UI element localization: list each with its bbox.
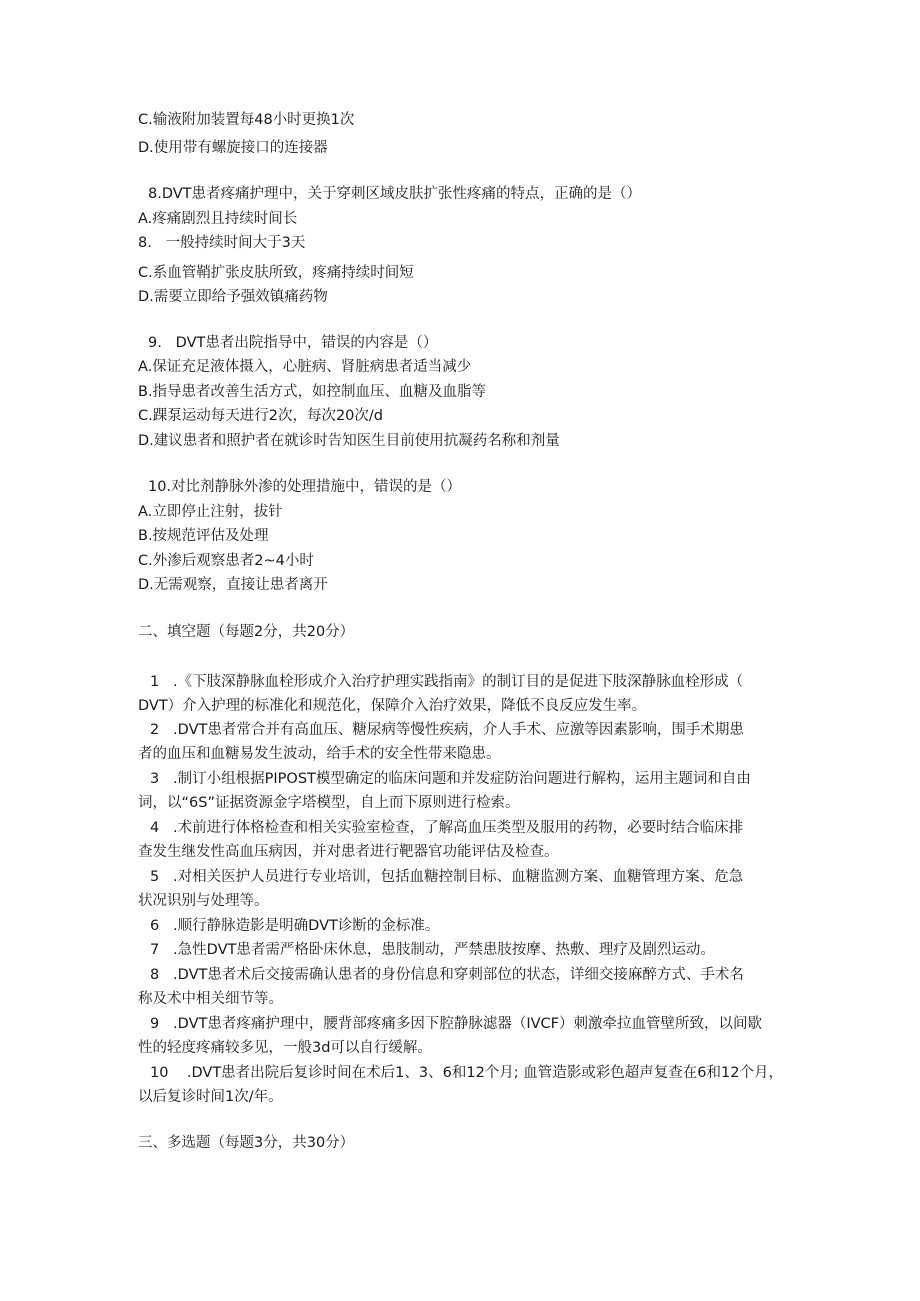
q9-option-b: B.指导患者改善生活方式，如控制血压、血糖及血脂等 [138, 384, 487, 400]
fill-item-9-line2: 性的轻度疼痛较多见，一般3d可以自行缓解。 [138, 1040, 432, 1056]
q7-option-d: D.使用带有螺旋接口的连接器 [138, 140, 328, 156]
fill-item-10-line1: 10 .DVT患者出院后复诊时间在术后1、3、6和12个月; 血管造影或彩色超声复查在6和12个月， [150, 1065, 783, 1081]
q8-option-a: A.疼痛剧烈且持续时间长 [138, 211, 298, 227]
q9-option-d: D.建议患者和照护者在就诊时告知医生目前使用抗凝药名称和剂量 [138, 433, 560, 449]
q8-option-c: C.系血管鞘扩张皮肤所致，疼痛持续时间短 [138, 265, 414, 281]
fill-item-1-line1: 1 .《下肢深静脉血栓形成介入治疗护理实践指南》的制订目的是促进下肢深静脉血栓形成（ [150, 674, 744, 690]
q8-option-d: D.需要立即给予强效镇痛药物 [138, 289, 328, 305]
fill-item-3-line1: 3 .制订小组根据PIPOST模型确定的临床问题和并发症防治问题进行解构，运用主题词和自由 [150, 771, 751, 787]
fill-item-9-line1: 9 .DVT患者疼痛护理中，腰背部疼痛多因下腔静脉滤器（IVCF）刺激牵拉血管壁所致，以间歇 [150, 1016, 763, 1032]
q9-title: 9. DVT患者出院指导中，错误的内容是（） [148, 335, 438, 351]
q10-option-b: B.按规范评估及处理 [138, 528, 269, 544]
fill-item-4-line2: 查发生继发性高血压病因，并对患者进行靶器官功能评估及检查。 [138, 844, 559, 860]
fill-item-2-line2: 者的血压和血糖易发生波动，给手术的安全性带来隐患。 [138, 746, 501, 762]
q9-option-c: C.踝泵运动每天进行2次，每次20次/d [138, 408, 383, 424]
fill-item-3-line2: 词，以“6S”证据资源金字塔模型，自上而下原则进行检索。 [138, 795, 520, 811]
q10-title: 10.对比剂静脉外渗的处理措施中，错误的是（） [148, 479, 462, 495]
fill-item-4-line1: 4 .术前进行体格检查和相关实验室检查，了解高血压类型及服用的药物，必要时结合临床排 [150, 820, 744, 836]
q10-option-a: A.立即停止注射，拔针 [138, 504, 283, 520]
fill-item-1-line2: DVT）介入护理的标准化和规范化，保障介入治疗效果，降低不良反应发生率。 [138, 698, 647, 714]
fill-item-5-line1: 5 .对相关医护人员进行专业培训，包括血糖控制目标、血糖监测方案、血糖管理方案、危急 [150, 869, 744, 885]
q8-title: 8.DVT患者疼痛护理中，关于穿刺区域皮肤扩张性疼痛的特点，正确的是（） [148, 186, 642, 202]
q8-option-b: 8. 一般持续时间大于3天 [138, 235, 306, 251]
fill-item-5-line2: 状况识别与处理等。 [138, 893, 269, 909]
q9-option-a: A.保证充足液体摄入，心脏病、肾脏病患者适当减少 [138, 359, 472, 375]
q7-option-c: C.输液附加装置每48小时更换1次 [138, 112, 355, 128]
fill-item-7-line1: 7 .急性DVT患者需严格卧床休息，患肢制动，严禁患肢按摩、热敷、理疗及剧烈运动。 [150, 942, 715, 958]
fill-item-2-line1: 2 .DVT患者常合并有高血压、糖尿病等慢性疾病，介人手术、应激等因素影响，围手术期患 [150, 722, 744, 738]
fill-item-6-line1: 6 .顺行静脉造影是明确DVT诊断的金标准。 [150, 918, 440, 934]
q10-option-c: C.外渗后观察患者2~4小时 [138, 553, 314, 569]
q10-option-d: D.无需观察，直接让患者离开 [138, 577, 328, 593]
fill-item-8-line1: 8 .DVT患者术后交接需确认患者的身份信息和穿刺部位的状态，详细交接麻醉方式、手术名 [150, 967, 744, 983]
section2-heading: 二、填空题（每题2分，共20分） [138, 624, 355, 640]
section3-heading: 三、多选题（每题3分，共30分） [138, 1135, 355, 1151]
fill-item-10-line2: 以后复诊时间1次/年。 [138, 1089, 283, 1105]
fill-item-8-line2: 称及术中相关细节等。 [138, 991, 283, 1007]
